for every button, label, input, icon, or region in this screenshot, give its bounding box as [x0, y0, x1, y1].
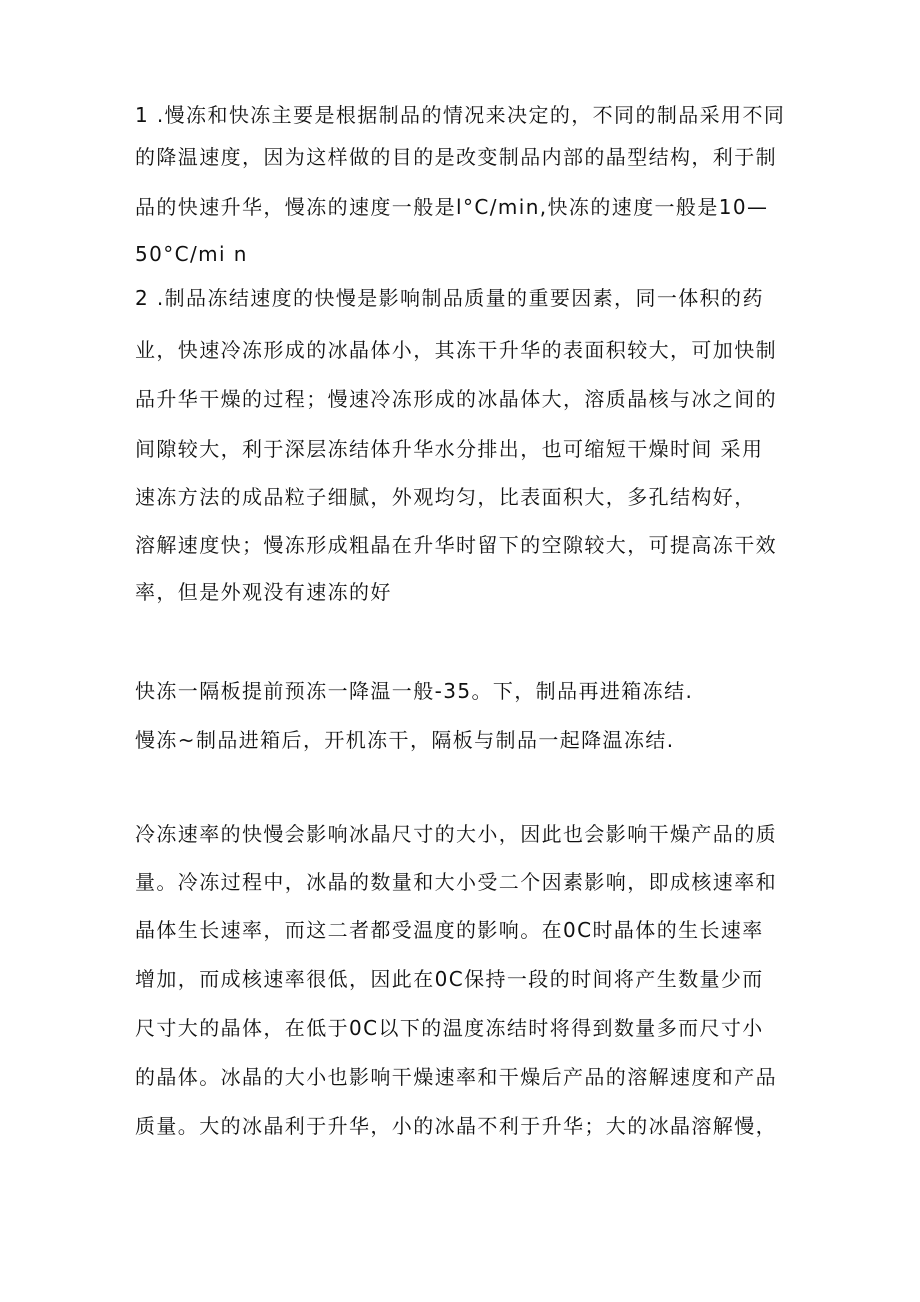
text-line: 品的快速升华，慢冻的速度一般是l°C/min,快冻的速度一般是10— [135, 195, 769, 219]
text-line: 业，快速冷冻形成的冰晶体小，其冻干升华的表面积较大，可加快制 [135, 338, 777, 362]
text-line: 的晶体。冰晶的大小也影响干燥速率和干燥后产品的溶解速度和产品 [135, 1065, 777, 1089]
text-line: 率，但是外观没有速冻的好 [135, 580, 392, 604]
text-line: 1 .慢冻和快冻主要是根据制品的情况来决定的，不同的制品采用不同 [135, 103, 786, 127]
text-line: 快冻一隔板提前预冻一降温一般-35。下，制品再进箱冻结. [135, 679, 694, 703]
text-line: 晶体生长速率，而这二者都受温度的影响。在0C时晶体的生长速率 [135, 918, 764, 942]
text-line: 2 .制品冻结速度的快慢是影响制品质量的重要因素，同一体积的药 [135, 286, 764, 310]
text-line: 量。冷冻过程中，冰晶的数量和大小受二个因素影响，即成核速率和 [135, 870, 777, 894]
text-line: 冷冻速率的快慢会影响冰晶尺寸的大小，因此也会影响干燥产品的质 [135, 822, 777, 846]
text-line: 50°C/mi n [135, 242, 248, 266]
text-line: 的降温速度，因为这样做的目的是改变制品内部的晶型结构，利于制 [135, 145, 777, 169]
text-line: 溶解速度快；慢冻形成粗晶在升华时留下的空隙较大，可提高冻干效 [135, 533, 777, 557]
text-line: 间隙较大，利于深层冻结体升华水分排出，也可缩短干燥时间 采用 [135, 437, 764, 461]
text-line: 增加，而成核速率很低，因此在0C保持一段的时间将产生数量少而 [135, 967, 764, 991]
text-line: 品升华干燥的过程；慢速冷冻形成的冰晶体大，溶质晶核与冰之间的 [135, 387, 777, 411]
text-line: 质量。大的冰晶利于升华，小的冰晶不利于升华；大的冰晶溶解慢， [135, 1114, 777, 1138]
text-line: 慢冻~制品进箱后，开机冻干，隔板与制品一起降温冻结. [135, 728, 675, 752]
text-line: 速冻方法的成品粒子细腻，外观均匀，比表面积大，多孔结构好， [135, 485, 756, 509]
text-line: 尺寸大的晶体，在低于0C以下的温度冻结时将得到数量多而尺寸小 [135, 1016, 764, 1040]
